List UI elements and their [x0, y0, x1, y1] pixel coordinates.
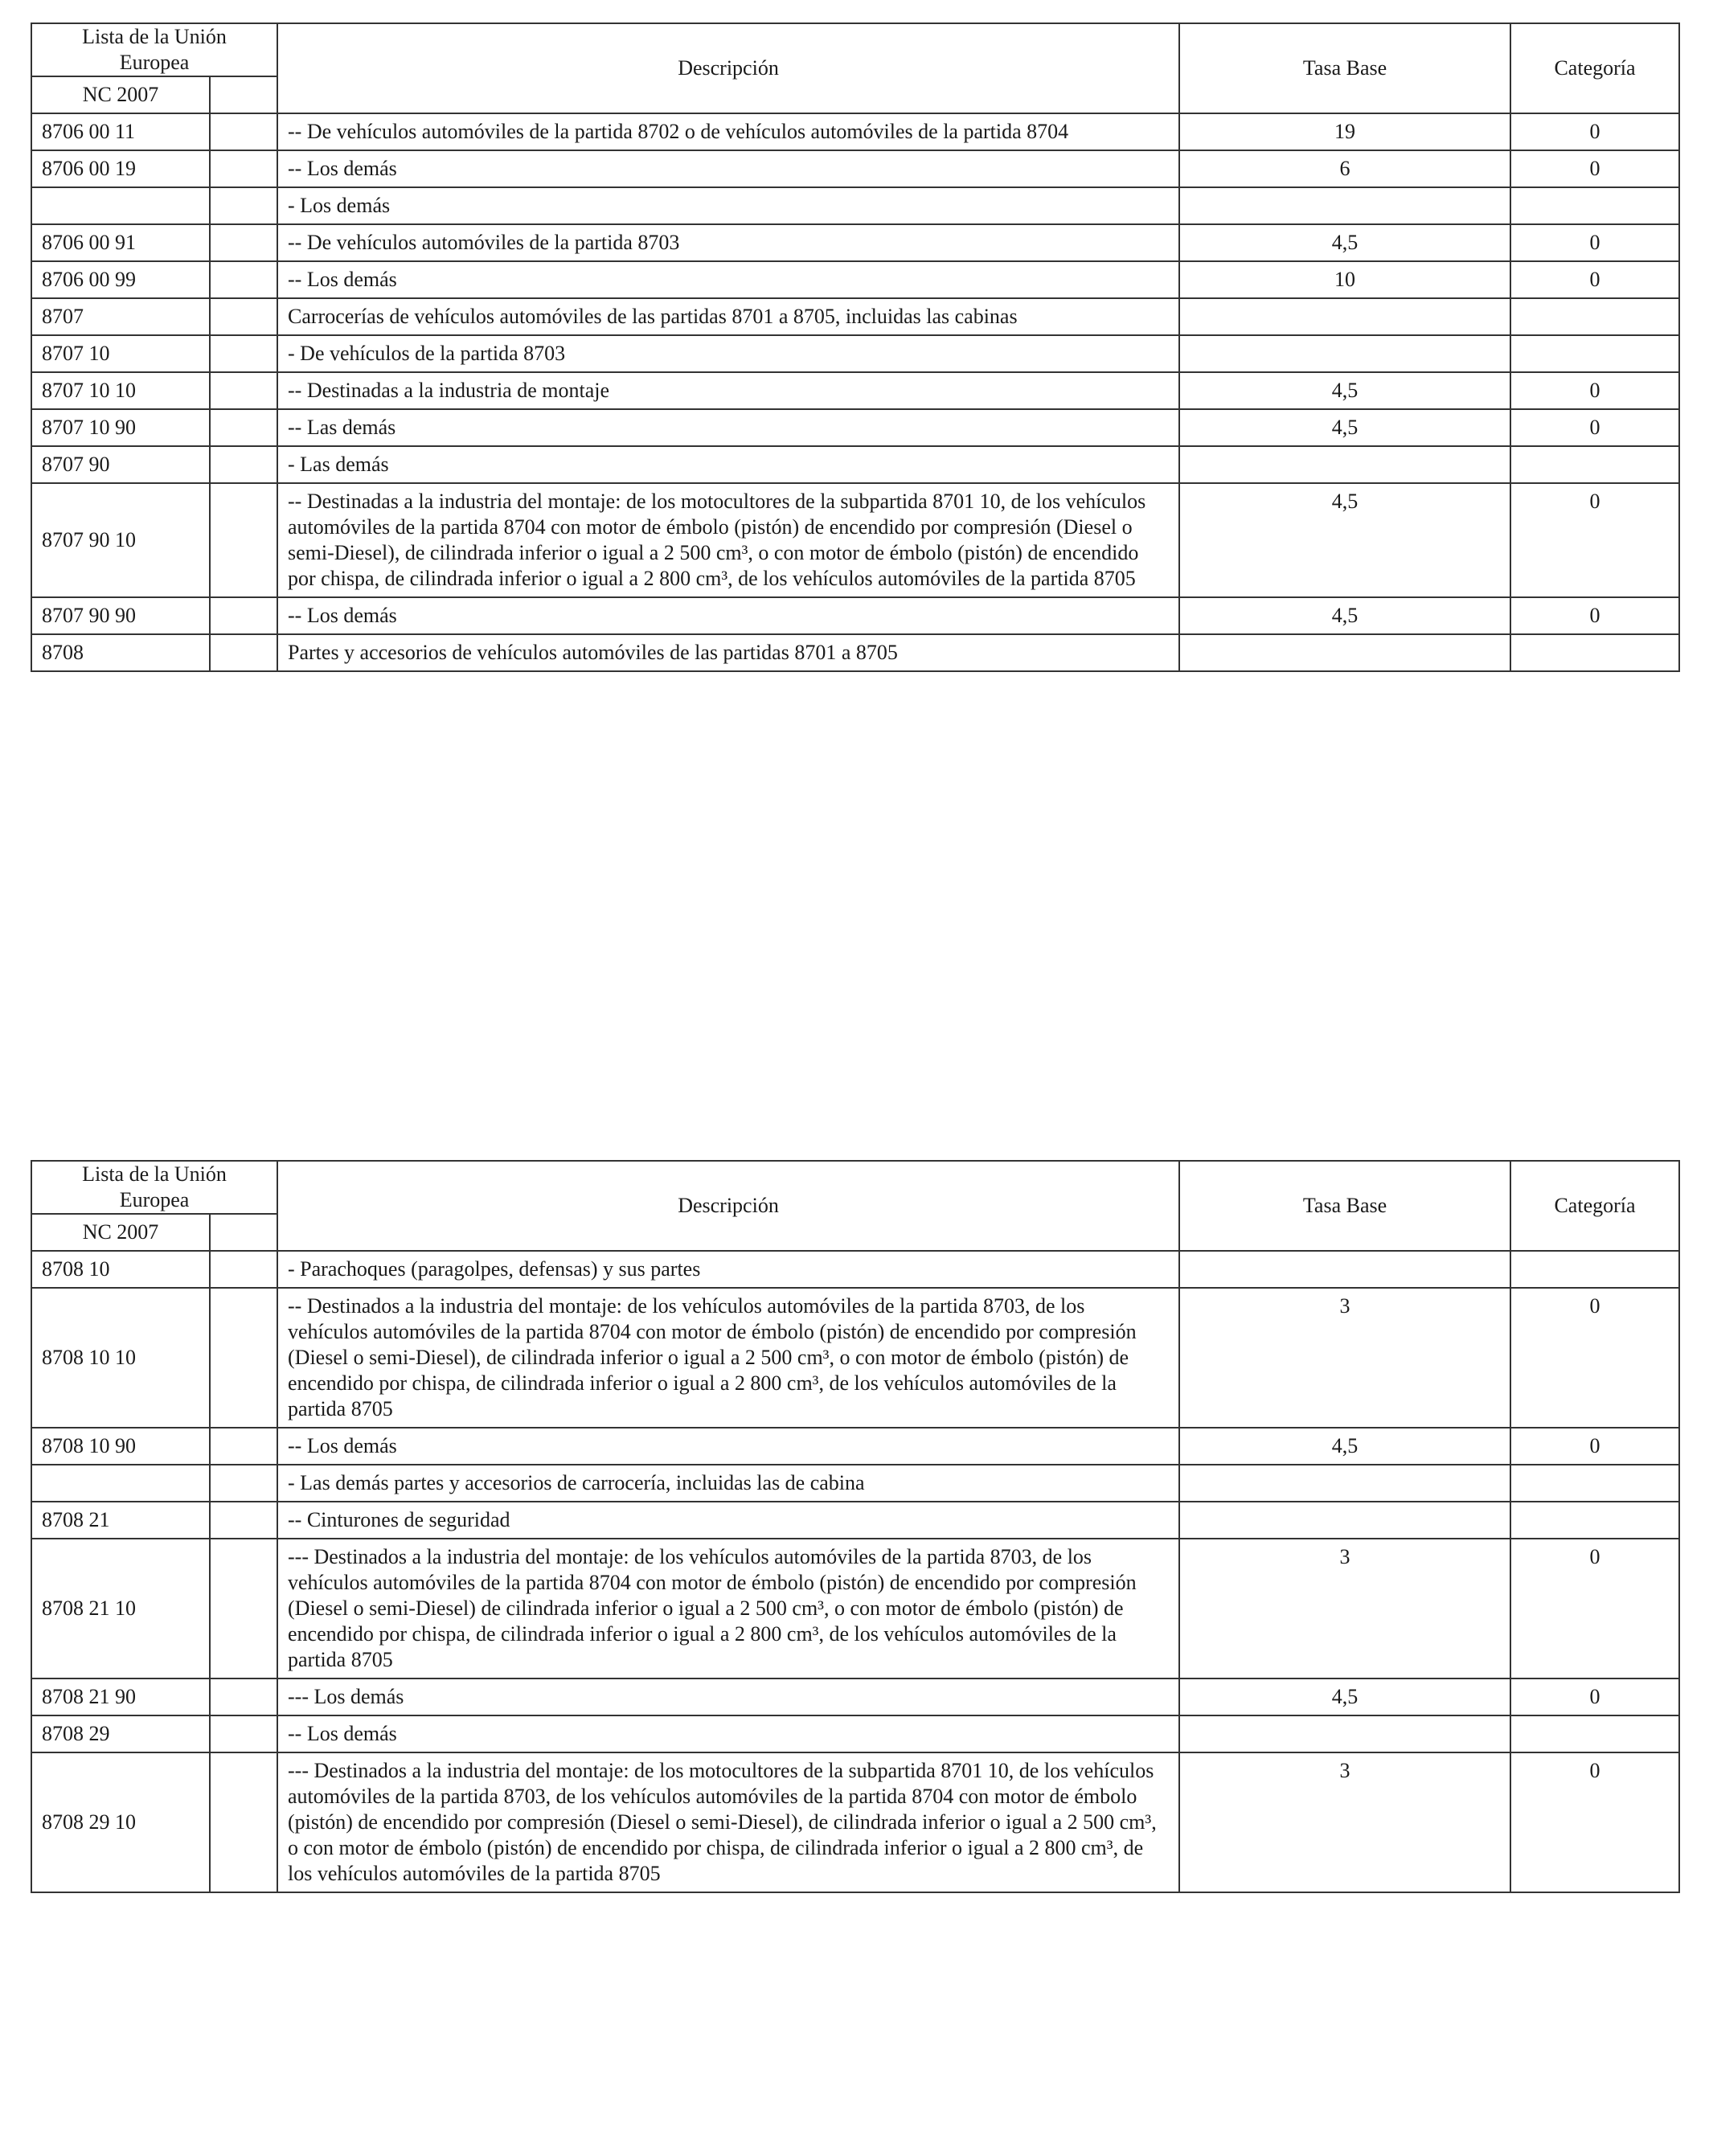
blank-cell [210, 1715, 277, 1752]
table-row [31, 298, 1679, 335]
header-blank-cell [210, 76, 277, 113]
categoria-cell: 0 [1510, 1678, 1679, 1715]
categoria-cell: 0 [1510, 150, 1679, 187]
categoria-cell: 0 [1510, 224, 1679, 261]
header-row [31, 23, 1679, 76]
header-lista-line1: Lista de la Unión [82, 25, 227, 48]
blank-cell [210, 634, 277, 671]
tasa-base-cell [1179, 1715, 1510, 1752]
description-cell: -- De vehículos automóviles de la partida 8702 o de vehículos automóviles de la partida 8704 [277, 113, 1179, 150]
table-row [31, 1428, 1679, 1465]
blank-cell [210, 261, 277, 298]
nc-code-cell: 8708 21 [31, 1502, 210, 1539]
tasa-base-cell: 4,5 [1179, 1428, 1510, 1465]
tasa-base-cell: 3 [1179, 1288, 1510, 1428]
header-tasa-base: Tasa Base [1179, 23, 1510, 113]
table-row [31, 1678, 1679, 1715]
tasa-base-cell [1179, 298, 1510, 335]
header-row [31, 1161, 1679, 1214]
header-nc: NC 2007 [31, 1214, 210, 1251]
description-cell: --- Destinados a la industria del montaje: de los motocultores de la subpartida 8701 10, de los vehículos automóviles de la partida 8703, de los vehículos automóviles de la partida 8704 con motor de émbolo (pistón) de encendido por compresión (Diesel o semi-Diesel), de cilindrada inferior o igual a 2 500 cm³, o con motor de émbolo (pistón) de encendido por chispa, de cilindrada inferior o igual a 2 800 cm³, de los vehículos automóviles de la partida 8705 [277, 1752, 1179, 1892]
description-cell: Carrocerías de vehículos automóviles de las partidas 8701 a 8705, incluidas las cabinas [277, 298, 1179, 335]
nc-code-cell: 8708 21 10 [31, 1539, 210, 1678]
description-cell: -- Destinados a la industria del montaje: de los vehículos automóviles de la partida 8703, de los vehículos automóviles de la partida 8704 con motor de émbolo (pistón) de encendido por compresión (Diesel o semi-Diesel), de cilindrada inferior o igual a 2 500 cm³, o con motor de émbolo (pistón) de encendido por chispa, de cilindrada inferior o igual a 2 800 cm³, de los vehículos automóviles de la partida 8705 [277, 1288, 1179, 1428]
tasa-base-cell [1179, 187, 1510, 224]
description-cell: -- Los demás [277, 1428, 1179, 1465]
description-cell: - Parachoques (paragolpes, defensas) y sus partes [277, 1251, 1179, 1288]
blank-cell [210, 446, 277, 483]
blank-cell [210, 1428, 277, 1465]
nc-code-cell: 8708 10 [31, 1251, 210, 1288]
nc-code-cell: 8708 10 10 [31, 1288, 210, 1428]
nc-code-cell: 8706 00 19 [31, 150, 210, 187]
tasa-base-cell: 4,5 [1179, 409, 1510, 446]
tasa-base-cell [1179, 1465, 1510, 1502]
tasa-base-cell [1179, 1502, 1510, 1539]
blank-cell [210, 150, 277, 187]
table-row [31, 1539, 1679, 1678]
blank-cell [210, 1251, 277, 1288]
categoria-cell [1510, 1251, 1679, 1288]
categoria-cell [1510, 187, 1679, 224]
categoria-cell: 0 [1510, 1288, 1679, 1428]
categoria-cell: 0 [1510, 483, 1679, 597]
blank-cell [210, 1539, 277, 1678]
table-row [31, 261, 1679, 298]
header-lista-line2: Europea [119, 51, 190, 74]
tasa-base-cell [1179, 634, 1510, 671]
categoria-cell: 0 [1510, 1428, 1679, 1465]
header-lista-line2: Europea [119, 1188, 190, 1211]
blank-cell [210, 372, 277, 409]
description-cell: -- Cinturones de seguridad [277, 1502, 1179, 1539]
table-row [31, 1715, 1679, 1752]
blank-cell [210, 298, 277, 335]
table-row [31, 187, 1679, 224]
nc-code-cell: 8707 [31, 298, 210, 335]
tasa-base-cell [1179, 1251, 1510, 1288]
nc-code-cell: 8707 90 90 [31, 597, 210, 634]
header-lista [31, 23, 277, 76]
blank-cell [210, 335, 277, 372]
categoria-cell [1510, 446, 1679, 483]
tasa-base-cell: 10 [1179, 261, 1510, 298]
header-lista-line1: Lista de la Unión [82, 1162, 227, 1186]
nc-code-cell: 8707 10 [31, 335, 210, 372]
categoria-cell [1510, 1715, 1679, 1752]
nc-code-cell: 8708 [31, 634, 210, 671]
table-row [31, 1502, 1679, 1539]
description-cell: - Las demás partes y accesorios de carrocería, incluidas las de cabina [277, 1465, 1179, 1502]
description-cell: - Las demás [277, 446, 1179, 483]
description-cell: --- Los demás [277, 1678, 1179, 1715]
blank-cell [210, 1752, 277, 1892]
table-row [31, 224, 1679, 261]
categoria-cell: 0 [1510, 597, 1679, 634]
table-row [31, 1752, 1679, 1892]
categoria-cell [1510, 298, 1679, 335]
nc-code-cell: 8707 90 [31, 446, 210, 483]
blank-cell [210, 483, 277, 597]
description-cell: Partes y accesorios de vehículos automóviles de las partidas 8701 a 8705 [277, 634, 1179, 671]
nc-code-cell: 8708 29 10 [31, 1752, 210, 1892]
nc-code-cell [31, 1465, 210, 1502]
tasa-base-cell: 4,5 [1179, 597, 1510, 634]
tasa-base-cell [1179, 335, 1510, 372]
header-descripcion: Descripción [277, 1161, 1179, 1251]
description-cell: -- Los demás [277, 597, 1179, 634]
description-cell: -- De vehículos automóviles de la partida 8703 [277, 224, 1179, 261]
header-descripcion: Descripción [277, 23, 1179, 113]
tasa-base-cell: 3 [1179, 1539, 1510, 1678]
tariff-table-1 [31, 23, 1680, 672]
description-cell: -- Destinadas a la industria del montaje: de los motocultores de la subpartida 8701 10, de los vehículos automóviles de la partida 8704 con motor de émbolo (pistón) de encendido por compresión (Diesel o semi-Diesel), de cilindrada inferior o igual a 2 500 cm³, o con motor de émbolo (pistón) de encendido por chispa, de cilindrada inferior o igual a 2 800 cm³, de los vehículos automóviles de la partida 8705 [277, 483, 1179, 597]
tasa-base-cell: 4,5 [1179, 372, 1510, 409]
categoria-cell [1510, 634, 1679, 671]
tasa-base-cell: 6 [1179, 150, 1510, 187]
table-row [31, 150, 1679, 187]
blank-cell [210, 113, 277, 150]
nc-code-cell: 8706 00 91 [31, 224, 210, 261]
description-cell: - De vehículos de la partida 8703 [277, 335, 1179, 372]
table-row [31, 335, 1679, 372]
nc-code-cell: 8707 10 10 [31, 372, 210, 409]
categoria-cell: 0 [1510, 1539, 1679, 1678]
nc-code-cell: 8708 10 90 [31, 1428, 210, 1465]
header-categoria: Categoría [1510, 23, 1679, 113]
categoria-cell [1510, 1502, 1679, 1539]
table-row [31, 634, 1679, 671]
table-row [31, 483, 1679, 597]
nc-code-cell: 8706 00 99 [31, 261, 210, 298]
table-2-body [31, 1161, 1679, 1892]
categoria-cell: 0 [1510, 113, 1679, 150]
blank-cell [210, 1465, 277, 1502]
blank-cell [210, 1288, 277, 1428]
tasa-base-cell: 19 [1179, 113, 1510, 150]
tasa-base-cell: 4,5 [1179, 483, 1510, 597]
categoria-cell [1510, 1465, 1679, 1502]
table-1-body [31, 23, 1679, 671]
table-row [31, 446, 1679, 483]
nc-code-cell: 8707 90 10 [31, 483, 210, 597]
description-cell: -- Destinadas a la industria de montaje [277, 372, 1179, 409]
blank-cell [210, 409, 277, 446]
categoria-cell: 0 [1510, 372, 1679, 409]
header-tasa-base: Tasa Base [1179, 1161, 1510, 1251]
tasa-base-cell: 4,5 [1179, 1678, 1510, 1715]
table-row [31, 372, 1679, 409]
header-nc: NC 2007 [31, 76, 210, 113]
table-row [31, 1251, 1679, 1288]
table-row [31, 1465, 1679, 1502]
table-row [31, 409, 1679, 446]
tasa-base-cell: 4,5 [1179, 224, 1510, 261]
table-row [31, 113, 1679, 150]
blank-cell [210, 224, 277, 261]
description-cell: -- Los demás [277, 150, 1179, 187]
nc-code-cell: 8708 21 90 [31, 1678, 210, 1715]
categoria-cell [1510, 335, 1679, 372]
header-lista [31, 1161, 277, 1214]
tariff-table-2 [31, 1160, 1680, 1893]
blank-cell [210, 1678, 277, 1715]
table-row [31, 597, 1679, 634]
description-cell: -- Los demás [277, 261, 1179, 298]
description-cell: -- Los demás [277, 1715, 1179, 1752]
categoria-cell: 0 [1510, 1752, 1679, 1892]
tasa-base-cell [1179, 446, 1510, 483]
nc-code-cell: 8707 10 90 [31, 409, 210, 446]
table-row [31, 1288, 1679, 1428]
description-cell: -- Las demás [277, 409, 1179, 446]
description-cell: --- Destinados a la industria del montaje: de los vehículos automóviles de la partida 8703, de los vehículos automóviles de la partida 8704 con motor de émbolo (pistón) de encendido por compresión (Diesel o semi-Diesel) de cilindrada inferior o igual a 2 500 cm³, o con motor de émbolo (pistón) de encendido por chispa, de cilindrada inferior o igual a 2 800 cm³, de los vehículos automóviles de la partida 8705 [277, 1539, 1179, 1678]
categoria-cell: 0 [1510, 409, 1679, 446]
blank-cell [210, 187, 277, 224]
description-cell: - Los demás [277, 187, 1179, 224]
header-blank-cell [210, 1214, 277, 1251]
categoria-cell: 0 [1510, 261, 1679, 298]
nc-code-cell: 8706 00 11 [31, 113, 210, 150]
blank-cell [210, 597, 277, 634]
header-categoria: Categoría [1510, 1161, 1679, 1251]
nc-code-cell [31, 187, 210, 224]
nc-code-cell: 8708 29 [31, 1715, 210, 1752]
tasa-base-cell: 3 [1179, 1752, 1510, 1892]
blank-cell [210, 1502, 277, 1539]
